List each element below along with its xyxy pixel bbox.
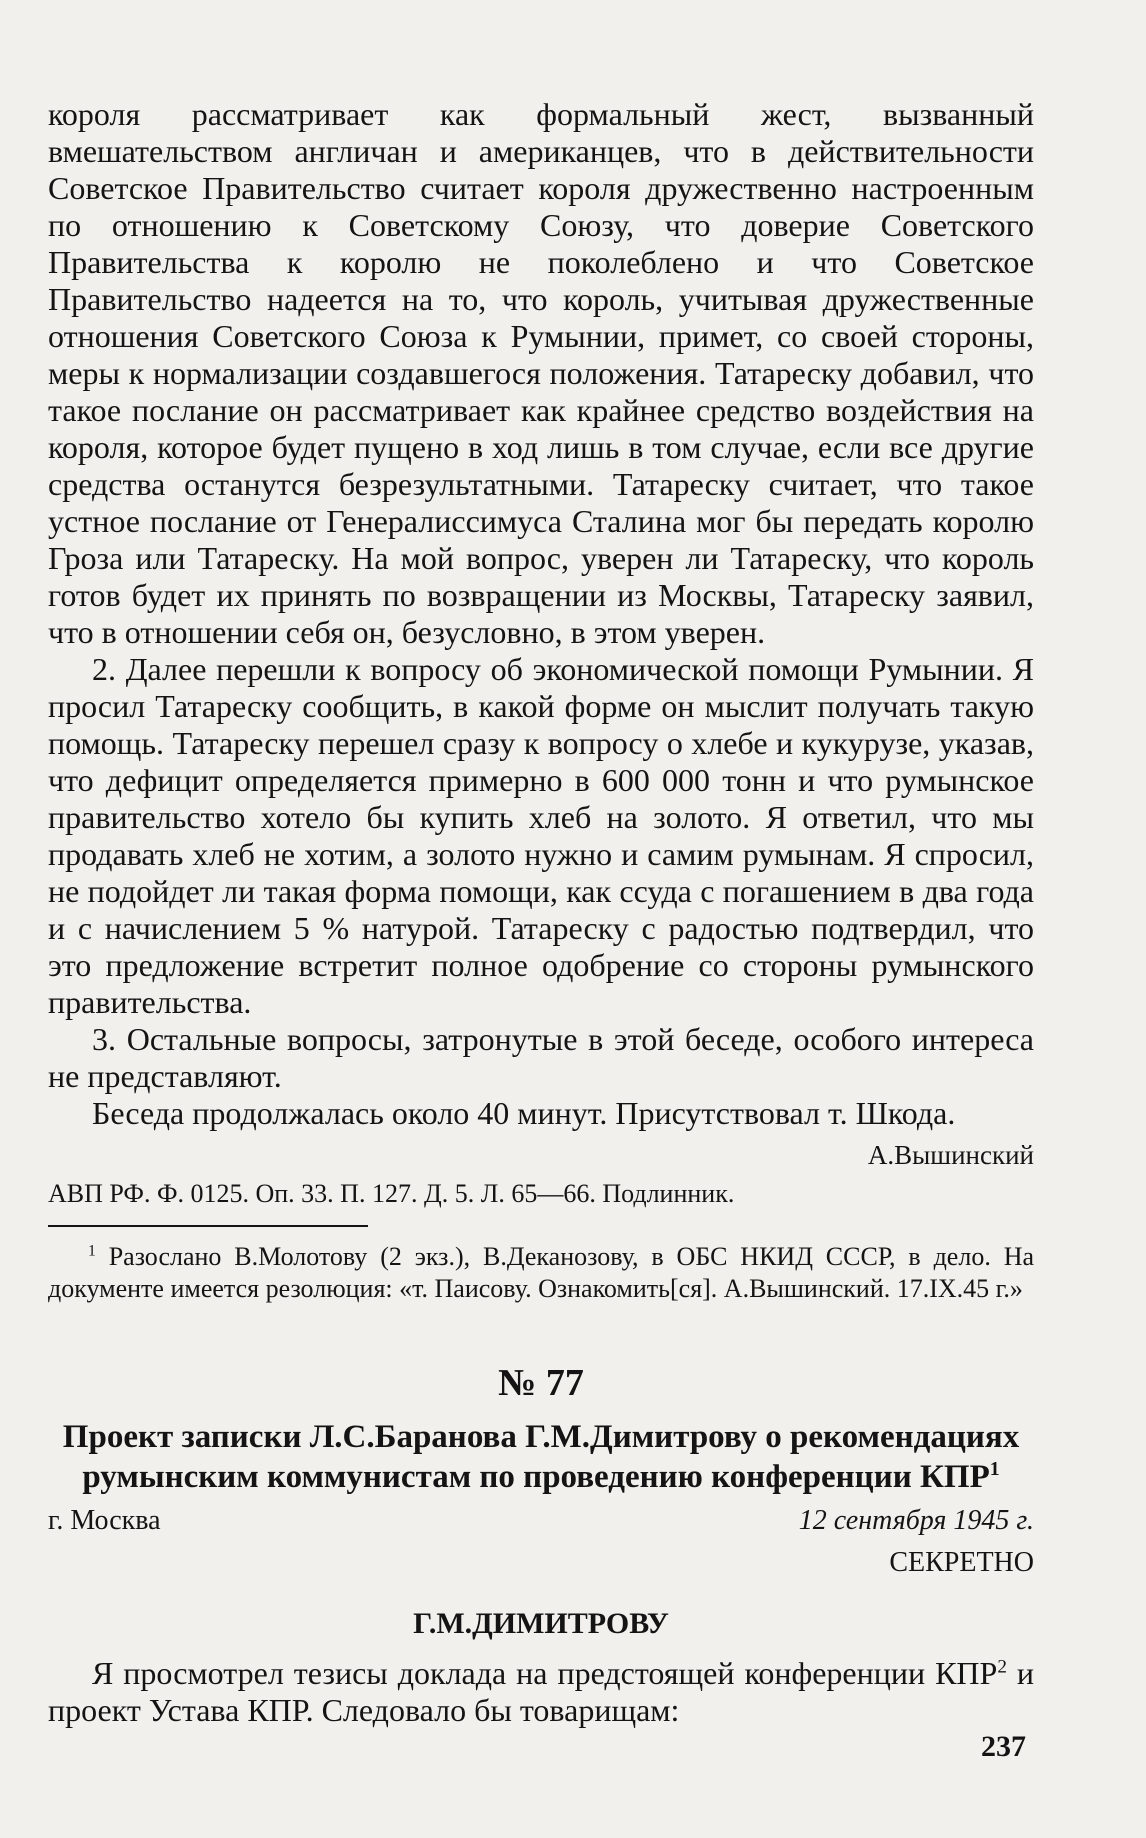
addressee: Г.М.ДИМИТРОВУ bbox=[413, 1607, 669, 1640]
classification-stamp: СЕКРЕТНО bbox=[889, 1547, 1034, 1578]
footnote-divider bbox=[48, 1225, 368, 1227]
document-number: № 77 bbox=[498, 1362, 584, 1404]
document-place: г. Москва bbox=[48, 1505, 161, 1536]
document-text bbox=[48, 1655, 1034, 1729]
footnote-marker: 1 bbox=[88, 1242, 96, 1260]
body-paragraph-1: короля рассматривает как формальный жест, вызванный вмешательством англичан и американцев, что в действительности Советское Правительство считает короля дружественно настроенным по отношению к Советскому Союзу, что доверие Советского Правительства к королю не поколеблено и что Советское Правительство надеется на то, что король, учитывая дружественные отношения Советского Союза к Румынии, примет, со своей стороны, меры к нормализации создавшегося положения. Татареску добавил, что такое послание он рассматривает как крайнее средство воздействия на короля, которое будет пущено в ход лишь в том случае, если все другие средства останутся безрезультатными. Татареску считает, что такое устное послание от Генералиссимуса Сталина мог бы передать королю Гроза или Татареску. На мой вопрос, уверен ли Татареску, что король готов будет их принять по возвращении из Москвы, Татареску заявил, что в отношении себя он, безусловно, в этом уверен. bbox=[48, 96, 1034, 650]
document-text-part-2: и проект Устава КПР. Следовало бы товарищам: bbox=[48, 1655, 1035, 1728]
document-title-text: Проект записки Л.С.Баранова Г.М.Димитрову о рекомендациях румынским коммунистам по проведению конференции КПР bbox=[62, 1419, 1020, 1495]
title-footnote-marker: 1 bbox=[989, 1458, 1000, 1480]
place-date-line bbox=[48, 1505, 1034, 1537]
document-title bbox=[48, 1417, 1034, 1497]
signature: А.Вышинский bbox=[867, 1140, 1034, 1170]
archive-reference: АВП РФ. Ф. 0125. Оп. 33. П. 127. Д. 5. Л. 65—66. Подлинник. bbox=[48, 1179, 735, 1208]
body-paragraph-2: 2. Далее перешли к вопросу об экономической помощи Румынии. Я просил Татареску сообщить, в какой форме он мыслит получать такую помощь. Татареску перешел сразу к вопросу о хлебе и кукурузе, указав, что дефицит определяется примерно в 600 000 тонн и что румынское правительство хотело бы купить хлеб на золото. Я ответил, что мы продавать хлеб не хотим, а золото нужно и самим румынам. Я спросил, не подойдет ли такая форма помощи, как ссуда с погашением в два года и с начислением 5 % натурой. Татареску с радостью подтвердил, что это предложение встретит полное одобрение со стороны румынского правительства. bbox=[48, 651, 1034, 1020]
text-footnote-marker: 2 bbox=[997, 1656, 1007, 1678]
document-text-part-1: Я просмотрел тезисы доклада на предстоящей конференции КПР bbox=[92, 1655, 998, 1691]
body-paragraph-3: 3. Остальные вопросы, затронутые в этой беседе, особого интереса не представляют. bbox=[48, 1021, 1034, 1094]
footnote-text: Разослано В.Молотову (2 экз.), В.Деканозову, в ОБС НКИД СССР, в дело. На документе имеется резолюция: «т. Паисову. Ознакомить[ся]. А.Вышинский. 17.IX.45 г.» bbox=[48, 1242, 1035, 1303]
footnote bbox=[48, 1241, 1034, 1305]
document-date: 12 сентября 1945 г. bbox=[798, 1505, 1034, 1536]
body-paragraph-4: Беседа продолжалась около 40 минут. Присутствовал т. Шкода. bbox=[92, 1095, 956, 1131]
page-number: 237 bbox=[981, 1730, 1026, 1763]
